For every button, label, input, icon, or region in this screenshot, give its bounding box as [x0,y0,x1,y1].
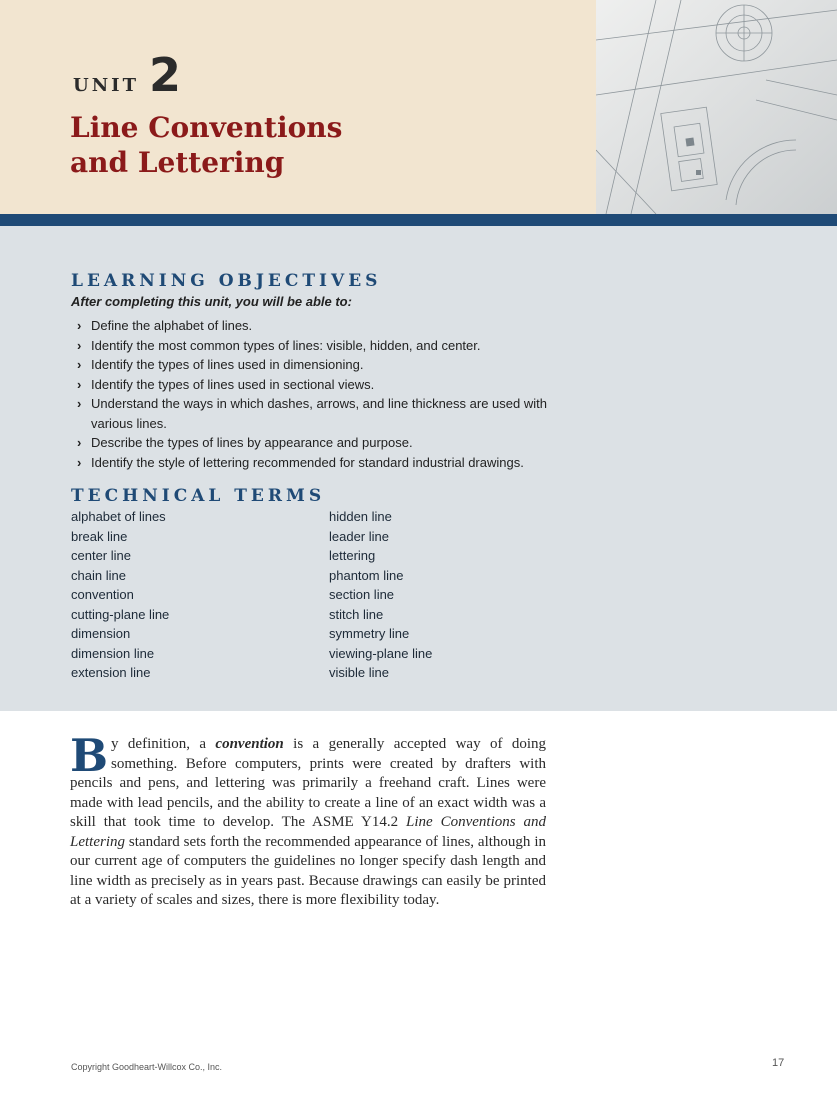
term-item: dimension [71,626,131,641]
chapter-title-line-2: and Lettering [70,146,285,179]
term-item: break line [71,528,128,544]
chevron-right-icon: › [77,454,82,470]
unit-label [73,48,181,102]
term-item: phantom line [329,567,404,583]
terms-column-1 [71,507,169,683]
objective-item [77,394,577,433]
term-item: symmetry line [329,626,410,641]
learning-objectives-heading: LEARNING OBJECTIVES [71,271,382,291]
chevron-right-icon: › [77,376,82,392]
objective-text: Define the alphabet of lines. [91,318,253,333]
chapter-title-line-1: Line Conventions [70,111,343,144]
objectives-list [77,316,577,472]
objective-text: Describe the types of lines by appearance and purpose. [91,435,413,450]
body-text-1: y definition, a [111,736,216,752]
term-item: cutting-plane line [71,606,170,622]
body-paragraph [70,729,546,911]
page-number: 17 [772,1057,785,1069]
term-item: chain line [71,567,126,583]
objective-item [77,336,577,356]
chevron-right-icon: › [77,318,82,333]
body-text-2: is a generally accepted way of doing something. Before computers, prints were created by drafters with pencils and pens, and lettering was primarily a freehand craft. Lines were made with lead pencils, and the ability to create a line of an exact width was a skill that took time to develop. The ASME Y14.2 [70,736,546,830]
objective-item [77,316,577,336]
unit-word: UNIT [73,75,139,96]
term-item: stitch line [329,606,384,622]
objective-item [77,355,577,375]
blueprint-photo [596,0,837,214]
objective-text: Identify the style of lettering recommended for standard industrial drawings. [91,454,524,470]
header-divider [0,214,837,226]
objective-text: Identify the most common types of lines: visible, hidden, and center. [91,337,481,353]
chapter-header [0,0,837,214]
objective-item [77,433,577,453]
unit-number: 2 [148,48,181,102]
objective-item [77,453,577,473]
term-item: alphabet of lines [71,509,166,524]
term-item: leader line [329,528,389,544]
drop-cap: B [70,729,109,782]
term-item: convention [71,587,134,602]
chevron-right-icon: › [77,435,82,450]
key-term: convention [215,736,284,752]
term-item: lettering [329,548,376,563]
body-text-3: standard sets forth the recommended appearance of lines, although in our current age of computers the guidelines no longer specify dash length and line width as precisely as in years past. Because drawings can easily be printed at a variety of scales and sizes, there is more flexibility today. [70,833,546,908]
chevron-right-icon: › [77,357,82,372]
chevron-right-icon: › [77,337,82,353]
objective-text: Identify the types of lines used in dimensioning. [91,357,364,372]
term-item: section line [329,587,395,602]
objective-text: Understand the ways in which dashes, arrows, and line thickness are used with various lines. [91,396,547,431]
term-item: visible line [329,665,389,680]
chapter-title [70,110,570,180]
objectives-intro: After completing this unit, you will be able to: [71,294,352,309]
objective-item [77,375,577,395]
objective-text: Identify the types of lines used in sectional views. [91,376,375,392]
term-item: hidden line [329,509,392,524]
term-item: viewing-plane line [329,645,433,661]
copyright-notice: Copyright Goodheart-Willcox Co., Inc. [71,1062,223,1072]
term-item: center line [71,548,131,563]
term-item: dimension line [71,645,155,661]
terms-column-2 [329,507,432,683]
standard-title: Line Conventions and Lettering [70,814,546,850]
technical-terms-heading: TECHNICAL TERMS [71,486,326,506]
chevron-right-icon: › [77,396,82,411]
term-item: extension line [71,665,151,680]
